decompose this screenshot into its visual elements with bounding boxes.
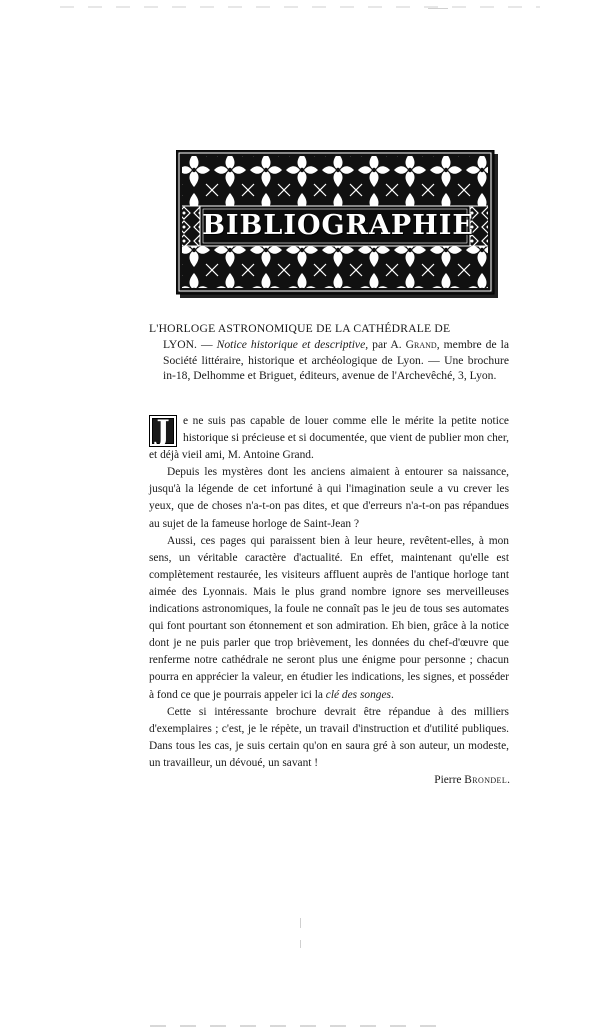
review-body [149,413,509,772]
scan-mark [428,8,448,9]
bibliographic-reference [149,321,509,384]
scan-mark [300,918,301,928]
paragraph-3-end: . [390,688,394,701]
reference-details: , membre de la Société littéraire, historique et archéologique de Lyon. — Une brochure in-18, Delhomme et Briguet, éditeurs, avenue de l'Archevêché, 3, Lyon. [163,337,510,383]
banner-title: BIBLIOGRAPHIE [202,209,474,241]
scan-mark-top [60,6,540,8]
reference-body [149,337,509,384]
banner-ornament [176,150,500,300]
reference-prefix: LYON. — [163,337,217,351]
paragraph-1 [149,413,509,464]
paragraph-2: Depuis les mystères dont les anciens aimaient à entourer sa naissance, jusqu'à la légende de cet infortuné à qui l'imagination seule a vu crever les yeux, que de choses n'a-t-on pas dites, et que d'erreurs n'a-t-on pas répandues au sujet de la fameuse horloge de Saint-Jean ? [149,466,509,530]
reference-author: Grand [405,337,437,351]
paragraph-3 [149,533,509,704]
reference-italic-title: Notice historique et descriptive, [216,337,369,351]
bibliographie-banner [176,150,500,300]
drop-cap: J [149,415,177,447]
reference-line1: L'HORLOGE ASTRONOMIQUE DE LA CATHÉDRALE DE [149,322,451,335]
scan-mark [300,940,301,948]
scan-mark-bottom [150,1025,450,1027]
reference-by: par A. [368,337,406,351]
paragraph-3-italic: clé des songes [325,688,391,701]
signature [434,774,510,786]
paragraph-1-text: e ne suis pas capable de louer comme elle le mérite la petite notice historique si précieuse et si documentée, que vient de publier mon cher, et déjà vieil ami, M. Antoine Grand. [149,415,509,462]
signature-first-name: Pierre [434,774,465,786]
signature-last-name: Brondel [464,774,508,786]
paragraph-4: Cette si intéressante brochure devrait être répandue à des milliers d'exemplaires ; c'est, je le répète, un travail d'instruction et d'utilité publiques. Dans tous les cas, je suis certain qu'on en saura gré à son auteur, un modeste, un travailleur, un dévoué, un savant ! [149,705,509,769]
paragraph-3-text: Aussi, ces pages qui paraissent bien à leur heure, revêtent-elles, à mon sens, un véritable caractère d'actualité. En effet, maintenant qu'elle est complètement restaurée, les visiteurs affluent auprès de l'antique horloge tant aimée des Lyonnais. Mais le plus grand nombre ignore ses merveilleuses indications astronomiques, la foule ne connaît pas le jeu de tous ses automates qui font pourtant son étonnement et son admiration. Eh bien, grâce à la notice dont je ne puis parler que trop brièvement, les données du chef-d'œuvre que renferme notre cathédrale ne seront plus une énigme pour personne ; chacun pourra en apprécier la valeur, en étudier les indications, les signes, et posséder à fond ce que je pourrais appeler ici la [149,534,509,701]
signature-punct: . [507,774,510,786]
